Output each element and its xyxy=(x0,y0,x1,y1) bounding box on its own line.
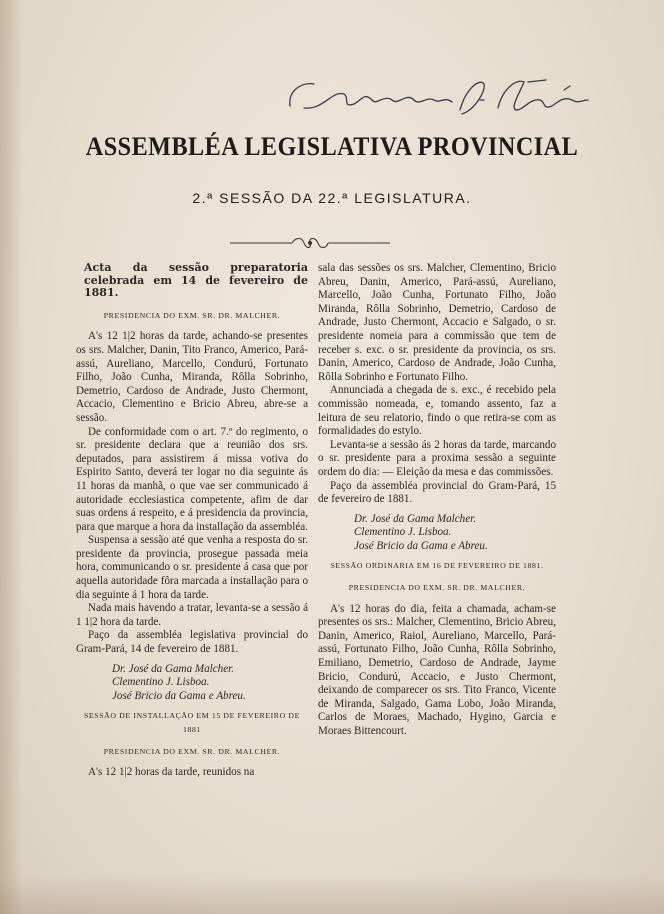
paper-edge-stain xyxy=(0,0,22,914)
signatory-line: José Bricio da Gama e Abreu. xyxy=(112,689,246,702)
session-heading: SESSÃO DE INSTALLAÇÃO EM 15 DE FEVEREIRO DE 1881 xyxy=(84,711,300,734)
presidency-line: PRESIDENCIA DO EXM. SR. DR. MALCHER. xyxy=(103,310,281,320)
paragraph: A's 12 1|2 horas da tarde, achando-se presentes os srs. Malcher, Danin, Tito Franco, Americo, Pará-assú, Aureliano, Marcello, Condurú, Fortunato Filho, João Cunha, Miranda, Rôlla Sobrinho, Demetrio, Cardoso de Andrade, Justo Chermont, Accacio, Clementino e Bricio Abreu, abre-se a sessão. xyxy=(76,330,308,424)
signatory-line: Dr. José da Gama Malcher. xyxy=(354,512,477,525)
paragraph: sala das sessões os srs. Malcher, Clementino, Bricio Abreu, Danin, Americo, Pará-assú, Aureliano, Marcello, João Cunha, Fortunato Filho, João Miranda, Rôlla Sobrinho, Demetrio, Cardoso de Andrade, Justo Chermont, Accacio e Salgado, o sr. presidente nomeia para a commissão que tem de receber s. exc. o sr. presidente da provincia, os srs. Danin, Americo, Cardoso de Andrade, João Cunha, Rôlla Sobrinho e Fortunato Filho. xyxy=(318,262,556,383)
ornament-divider-icon xyxy=(230,235,390,251)
session-heading: SESSÃO ORDINARIA EM 16 DE FEVEREIRO DE 1881. xyxy=(330,561,544,571)
session-subtitle: 2.ª SESSÃO DA 22.ª LEGISLATURA. xyxy=(192,190,472,206)
paragraph: Annunciada a chegada de s. exc., é recebido pela commissão nomeada, e, tomando assento, faz a leitura de seu relatorio, findo o que retira-se com as formalidades do estylo. xyxy=(318,384,556,438)
signatory-line: José Bricio da Gama e Abreu. xyxy=(354,539,488,552)
right-column xyxy=(318,262,556,739)
paragraph: De conformidade com o art. 7.º do regimento, o sr. presidente declara que a reunião dos srs. deputados, para assistirem á missa votiva do Espirito Santo, deverá ter logar no dia seguinte ás 11 horas da manhã, o que vae ser communicado á autoridade ecclesiastica competente, afim de dar suas ordens á respeito, e á presidencia da provincia, para que marque a hora da installação da assembléa. xyxy=(76,425,308,533)
minutes-heading: Acta da sessão preparatoria celebrada em 14 de fevereiro de 1881. xyxy=(84,261,308,300)
paragraph: A's 12 1|2 horas da tarde, reunidos na xyxy=(88,766,255,779)
paragraph: Paço da assembléa provincial do Gram-Pará, 15 de fevereiro de 1881. xyxy=(318,479,556,506)
paragraph: Suspensa a sessão até que venha a resposta do sr. presidente da provincia, prosegue passada meia hora, communicando o sr. presidente á casa que por aquella autoridade fôra marcada a installação para o dia seguinte á 1 hora da tarde. xyxy=(76,534,308,601)
left-column xyxy=(76,262,308,780)
signatory-line: Dr. José da Gama Malcher. xyxy=(112,662,235,675)
paragraph: Paço da assembléa legislativa provincial do Gram-Pará, 14 de fevereiro de 1881. xyxy=(76,629,308,656)
paragraph: Nada mais havendo a tratar, levanta-se a sessão á 1 1|2 hora da tarde. xyxy=(76,602,308,628)
paragraph: Levanta-se a sessão ás 2 horas da tarde, marcando o sr. presidente para a proxima sessão a seguinte ordem do dia: — Eleição da mesa e das commissões. xyxy=(318,438,556,478)
presidency-line: PRESIDENCIA DO EXM. SR. DR. MALCHER. xyxy=(348,583,526,593)
paragraph: A's 12 horas do dia, feita a chamada, acham-se presentes os srs.: Malcher, Clementino, Bricio Abreu, Danin, Americo, Raiol, Aureliano, Marcello, Pará-assú, Fortunato Filho, João Cunha, Rôlla Sobrinho, Emiliano, Demetrio, Cardoso de Andrade, Jayme Bricio, Condurú, Accacio, e Justo Chermont, deixando de comparecer os srs. Tito Franco, Vicente de Miranda, Salgado, Gama Lobo, João Miranda, Carlos de Moraes, Machado, Hygino, Garcia e Moraes Bittencourt. xyxy=(318,602,556,737)
page-title: ASSEMBLÉA LEGISLATIVA PROVINCIAL xyxy=(85,132,579,161)
handwritten-signature xyxy=(284,70,594,118)
signatory-line: Clementino J. Lisboa. xyxy=(112,676,210,689)
signatory-line: Clementino J. Lisboa. xyxy=(354,526,452,539)
presidency-line: PRESIDENCIA DO EXM. SR. DR. MALCHER. xyxy=(103,746,281,756)
paper-bottom-stain xyxy=(0,874,664,914)
